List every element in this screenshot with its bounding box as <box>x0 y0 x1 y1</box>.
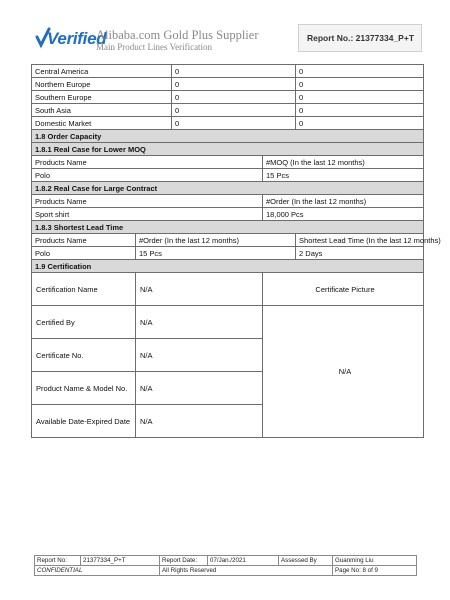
report-number-box <box>298 24 422 52</box>
table-row <box>32 208 424 221</box>
footer-row <box>35 566 417 576</box>
column-header: #Order (In the last 12 months) <box>136 234 296 247</box>
certificate-picture-label: Certificate Picture <box>263 273 424 306</box>
cert-value: N/A <box>136 405 263 438</box>
footer-assessed-by: Guanming Liu <box>333 556 417 566</box>
table-row <box>32 247 424 260</box>
lower-moq-title: 1.8.1 Real Case for Lower MOQ <box>32 143 424 156</box>
certification-title: 1.9 Certification <box>32 260 424 273</box>
region-value: 0 <box>296 65 424 78</box>
cert-label: Product Name & Model No. <box>32 372 136 405</box>
region-row <box>32 78 424 91</box>
lead-time-title: 1.8.3 Shortest Lead Time <box>32 221 424 234</box>
section-header <box>32 130 424 143</box>
order-value: 15 Pcs <box>136 247 296 260</box>
supplier-title: Alibaba.com Gold Plus Supplier <box>96 28 259 42</box>
certificate-picture-value: N/A <box>263 306 424 438</box>
verified-logo <box>36 28 107 50</box>
region-value: 0 <box>296 91 424 104</box>
cert-value: N/A <box>136 306 263 339</box>
footer-confidential: CONFIDENTIAL <box>35 566 160 576</box>
footer-rights: All Rights Reserved <box>160 566 333 576</box>
footer-report-no: 21377334_P+T <box>81 556 160 566</box>
region-value: 0 <box>172 78 296 91</box>
region-name: Central America <box>32 65 172 78</box>
footer-report-no-label: Report No: <box>35 556 81 566</box>
cert-value: N/A <box>136 339 263 372</box>
verification-table <box>31 64 441 438</box>
cert-label: Certificate No. <box>32 339 136 372</box>
cert-label: Available Date-Expired Date <box>32 405 136 438</box>
table-row <box>32 156 424 169</box>
section-header <box>32 260 424 273</box>
region-row <box>32 117 424 130</box>
region-row <box>32 91 424 104</box>
region-value: 0 <box>296 78 424 91</box>
logo-text: Verified <box>47 29 107 48</box>
lead-time-value: 2 Days <box>296 247 424 260</box>
cert-value: N/A <box>136 372 263 405</box>
cert-value: N/A <box>136 273 263 306</box>
footer-row <box>35 556 417 566</box>
table-row <box>32 195 424 208</box>
region-value: 0 <box>296 117 424 130</box>
region-row <box>32 65 424 78</box>
region-name: Southern Europe <box>32 91 172 104</box>
footer-table <box>34 555 417 576</box>
product-name: Sport shirt <box>32 208 263 221</box>
region-name: Northern Europe <box>32 78 172 91</box>
product-name: Polo <box>32 247 136 260</box>
cert-label: Certification Name <box>32 273 136 306</box>
order-value: 18,000 Pcs <box>263 208 424 221</box>
column-header: Products Name <box>32 195 263 208</box>
subsection-header <box>32 221 424 234</box>
column-header: #Order (In the last 12 months) <box>263 195 424 208</box>
product-name: Polo <box>32 169 263 182</box>
footer-report-date-label: Report Date: <box>160 556 208 566</box>
region-name: South Asia <box>32 104 172 117</box>
footer-page-number: Page No: 8 of 9 <box>333 566 417 576</box>
certification-row <box>32 273 424 306</box>
table-row <box>32 234 424 247</box>
column-header: Products Name <box>32 156 263 169</box>
supplier-subtitle: Main Product Lines Verification <box>96 42 213 52</box>
region-value: 0 <box>172 65 296 78</box>
column-header: #MOQ (In the last 12 months) <box>263 156 424 169</box>
footer-assessed-by-label: Assessed By <box>279 556 333 566</box>
region-name: Domestic Market <box>32 117 172 130</box>
certification-row <box>32 306 424 339</box>
order-capacity-title: 1.8 Order Capacity <box>32 130 424 143</box>
large-contract-title: 1.8.2 Real Case for Large Contract <box>32 182 424 195</box>
cert-label: Certified By <box>32 306 136 339</box>
subsection-header <box>32 182 424 195</box>
report-number: Report No.: 21377334_P+T <box>307 33 415 43</box>
region-row <box>32 104 424 117</box>
region-value: 0 <box>172 104 296 117</box>
region-value: 0 <box>172 117 296 130</box>
moq-value: 15 Pcs <box>263 169 424 182</box>
region-value: 0 <box>296 104 424 117</box>
region-value: 0 <box>172 91 296 104</box>
footer-report-date: 07/Jan./2021 <box>208 556 279 566</box>
column-header: Products Name <box>32 234 136 247</box>
column-header: Shortest Lead Time (In the last 12 months) <box>296 234 424 247</box>
subsection-header <box>32 143 424 156</box>
table-row <box>32 169 424 182</box>
